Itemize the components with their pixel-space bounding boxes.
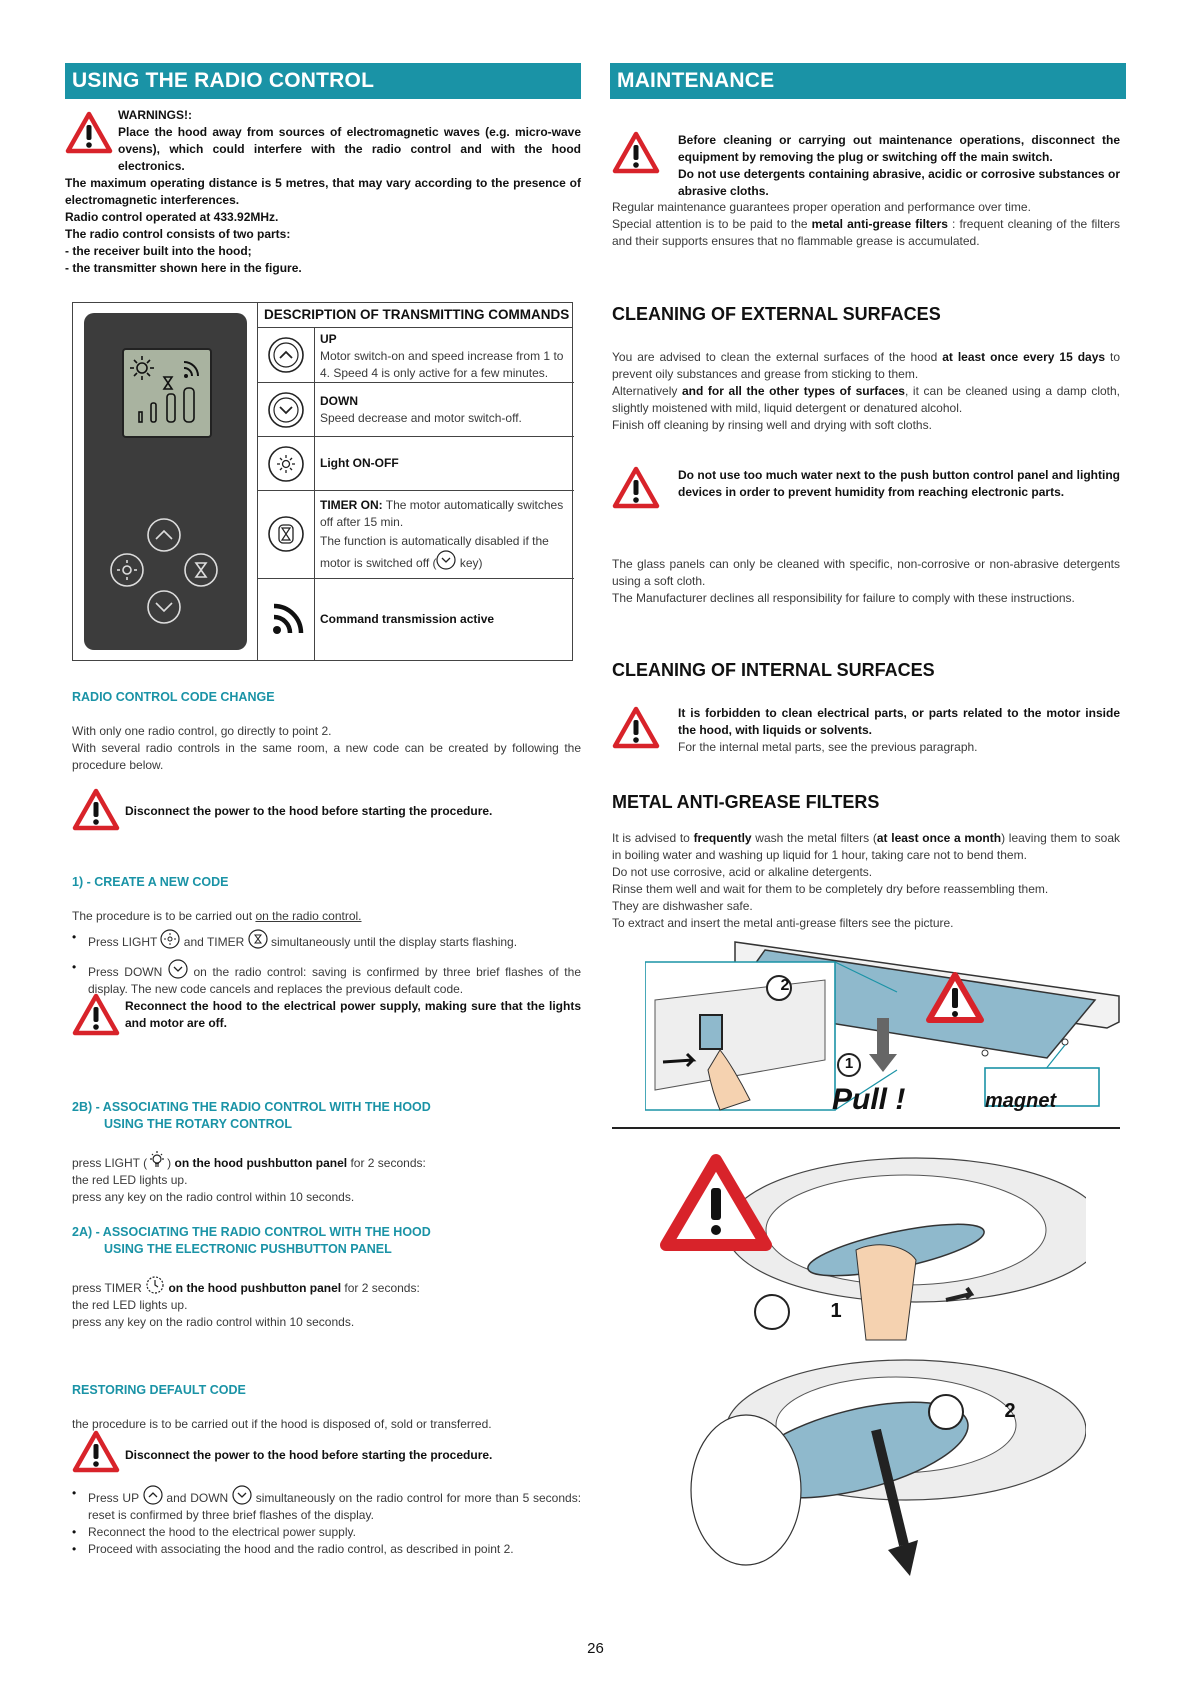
assoc-2b-section bbox=[72, 1099, 581, 1206]
restore-warning: Disconnect the power to the hood before starting the procedure. bbox=[125, 1448, 493, 1462]
restore-section bbox=[72, 1382, 581, 1433]
command-title: UP bbox=[320, 332, 337, 346]
figure-pull-label: Pull ! bbox=[832, 1083, 906, 1116]
code-change-warning: Disconnect the power to the hood before starting the procedure. bbox=[125, 804, 493, 818]
step-text: on the radio control: saving is confirmed by three brief flashes of the display. The new code cancels and replaces the previous default code. bbox=[88, 965, 581, 996]
external-text bbox=[612, 349, 1120, 434]
internal-heading: CLEANING OF INTERNAL SURFACES bbox=[612, 660, 935, 680]
commands-table bbox=[257, 302, 573, 661]
external-p1-rest: to prevent oily substances and grease from sticking to them. bbox=[612, 350, 1121, 381]
step-text: and TIMER bbox=[180, 935, 248, 949]
assoc-text: press TIMER bbox=[72, 1281, 146, 1295]
code-change-heading: RADIO CONTROL CODE CHANGE bbox=[72, 690, 275, 704]
code-change-p2: With several radio controls in the same room, a new code can be created by following the procedure below. bbox=[72, 741, 581, 772]
internal-warning-bold: It is forbidden to clean electrical parts, or parts related to the motor inside the hood, with liquids or solvents. bbox=[678, 706, 1120, 737]
step-text: Press LIGHT bbox=[88, 935, 161, 949]
light-icon bbox=[267, 445, 305, 483]
warning-line: Place the hood away from sources of electromagnetic waves (e.g. micro-wave ovens), which could interfere with the radio control and with the hood electronics. bbox=[118, 125, 581, 173]
warning-line: The maximum operating distance is 5 metres, that may vary according to the presence of electromagnetic interferences. bbox=[65, 176, 581, 207]
assoc-text: ) bbox=[167, 1156, 175, 1170]
command-desc: Speed decrease and motor switch-off. bbox=[320, 411, 522, 425]
filters-p1-bold: frequently bbox=[693, 831, 752, 845]
maintenance-warning bbox=[678, 132, 1120, 200]
maintenance-p2-rest: : frequent cleaning of the filters and their supports ensures that no flammable grease is accumulated. bbox=[612, 217, 1120, 248]
command-desc: The motor automatically switches off after 15 min. bbox=[320, 498, 564, 529]
command-desc: Motor switch-on and speed increase from 1 to 4. Speed 4 is only active for a few minutes. bbox=[320, 349, 564, 380]
external-p1: You are advised to clean the external surfaces of the hood bbox=[612, 350, 943, 364]
radio-control-banner: USING THE RADIO CONTROL bbox=[65, 63, 581, 99]
step-text: Press DOWN bbox=[88, 965, 168, 979]
external-p3: Finish off cleaning by rinsing well and drying with soft cloths. bbox=[612, 418, 932, 432]
create-code-step bbox=[72, 959, 581, 998]
warning-triangle-icon bbox=[612, 706, 660, 750]
command-row-light bbox=[258, 437, 574, 491]
hourglass-icon bbox=[267, 515, 305, 553]
assoc-2b-heading: 2B) - ASSOCIATING THE RADIO CONTROL WITH THE HOOD bbox=[72, 1100, 431, 1114]
step-text: simultaneously until the display starts flashing. bbox=[267, 935, 518, 949]
warnings-title: WARNINGS!: bbox=[118, 108, 192, 122]
chevron-up-icon bbox=[267, 336, 305, 374]
filters-p4: They are dishwasher safe. bbox=[612, 899, 753, 913]
maintenance-p1: Regular maintenance guarantees proper operation and performance over time. bbox=[612, 200, 1031, 214]
create-code-section bbox=[72, 874, 581, 998]
filters-p1-rest: ) leaving them to soak in boiling water and washing up liquid for 1 hour, taking care not to bend them. bbox=[612, 831, 1120, 862]
step-text: Press UP bbox=[88, 1491, 143, 1505]
wifi-signal-icon bbox=[270, 603, 304, 637]
restore-intro: the procedure is to be carried out if the hood is disposed of, sold or transferred. bbox=[72, 1417, 492, 1431]
assoc-text: press any key on the radio control within 10 seconds. bbox=[72, 1315, 355, 1329]
hourglass-icon bbox=[248, 929, 268, 949]
command-row-down bbox=[258, 383, 574, 437]
command-title: Light ON-OFF bbox=[320, 456, 399, 470]
warning-line: - the transmitter shown here in the figure. bbox=[65, 261, 302, 275]
warning-line: Radio control operated at 433.92MHz. bbox=[65, 210, 279, 224]
maintenance-intro bbox=[612, 199, 1120, 250]
figure-step-number: 1 bbox=[844, 1055, 854, 1072]
command-row-timer bbox=[258, 491, 574, 579]
filters-p1: It is advised to bbox=[612, 831, 694, 845]
command-desc-3: key) bbox=[456, 556, 483, 570]
figure-step-number: 2 bbox=[1004, 1400, 1016, 1422]
external-p4: The glass panels can only be cleaned with specific, non-corrosive or non-abrasive detergents using a soft cloth. bbox=[612, 557, 1120, 588]
filters-p2: Do not use corrosive, acid or alkaline detergents. bbox=[612, 865, 873, 879]
display-icons bbox=[124, 350, 210, 436]
restore-heading: RESTORING DEFAULT CODE bbox=[72, 1383, 246, 1397]
remote-transmitter bbox=[84, 313, 247, 650]
assoc-text: the red LED lights up. bbox=[72, 1173, 188, 1187]
filters-heading: METAL ANTI-GREASE FILTERS bbox=[612, 792, 880, 812]
assoc-text: the red LED lights up. bbox=[72, 1298, 188, 1312]
external-p1-bold: at least once every 15 days bbox=[942, 350, 1106, 364]
code-change-section bbox=[72, 689, 581, 774]
command-title: DOWN bbox=[320, 394, 358, 408]
restore-step bbox=[72, 1485, 581, 1524]
remote-display bbox=[122, 348, 212, 438]
figure-step-number: 1 bbox=[830, 1300, 842, 1322]
assoc-text: for 2 seconds: bbox=[347, 1156, 426, 1170]
warning-triangle-icon bbox=[72, 1430, 120, 1474]
light-icon bbox=[160, 929, 180, 949]
maintenance-p2: Special attention is to be paid to the bbox=[612, 217, 812, 231]
external-glass-text bbox=[612, 556, 1120, 607]
assoc-text-bold: on the hood pushbutton panel bbox=[174, 1156, 348, 1170]
chevron-down-icon bbox=[436, 550, 456, 570]
assoc-2a-section bbox=[72, 1224, 581, 1331]
warning-triangle-icon bbox=[72, 993, 120, 1037]
filters-p1-mid: wash the metal filters ( bbox=[751, 831, 877, 845]
assoc-text: for 2 seconds: bbox=[341, 1281, 420, 1295]
external-p5: The Manufacturer declines all responsibility for failure to comply with these instructions. bbox=[612, 591, 1075, 605]
filters-p1-bold2: at least once a month bbox=[876, 831, 1002, 845]
maintenance-warning-line: Before cleaning or carrying out maintenance operations, disconnect the equipment by removing the plug or switching off the main switch. bbox=[678, 133, 1120, 164]
step-text: simultaneously on the radio control for more than 5 seconds: reset is confirmed by three brief flashes of the display. bbox=[88, 1491, 582, 1522]
external-p2-bold: and for all the other types of surfaces bbox=[681, 384, 905, 398]
create-code-heading: 1) - CREATE A NEW CODE bbox=[72, 875, 229, 889]
clock-icon bbox=[145, 1275, 165, 1295]
left-column bbox=[65, 63, 581, 277]
bulb-icon bbox=[147, 1150, 167, 1170]
create-code-intro: The procedure is to be carried out bbox=[72, 909, 256, 923]
warning-triangle-icon bbox=[612, 466, 660, 510]
external-p2-rest: , it can be cleaned using a damp cloth, slightly moistened with mild, liquid detergent or denatured alcohol. bbox=[612, 384, 1120, 415]
filters-text bbox=[612, 830, 1120, 932]
maintenance-p2-bold: metal anti-grease filters bbox=[811, 217, 948, 231]
warning-line: - the receiver built into the hood; bbox=[65, 244, 252, 258]
assoc-text-bold: on the hood pushbutton panel bbox=[165, 1281, 342, 1295]
command-row-transmit bbox=[258, 579, 574, 661]
create-code-warning: Reconnect the hood to the electrical power supply, making sure that the lights and motor are off. bbox=[125, 999, 581, 1030]
create-code-intro-underlined: on the radio control. bbox=[255, 909, 362, 923]
command-desc-2: The function is automatically disabled if the motor is switched off ( bbox=[320, 534, 549, 570]
step-text: and DOWN bbox=[162, 1491, 232, 1505]
right-column bbox=[610, 63, 1126, 99]
restore-step: • Reconnect the hood to the electrical power supply. bbox=[72, 1524, 581, 1541]
maintenance-warning-line: Do not use detergents containing abrasive, acidic or corrosive substances or abrasive cloths. bbox=[678, 167, 1120, 198]
external-p2: Alternatively bbox=[612, 384, 682, 398]
chevron-up-icon bbox=[143, 1485, 163, 1505]
filters-p5: To extract and insert the metal anti-grease filters see the picture. bbox=[612, 916, 954, 930]
create-code-step bbox=[72, 929, 581, 951]
assoc-2a-subheading: USING THE ELECTRONIC PUSHBUTTON PANEL bbox=[104, 1242, 392, 1256]
figure-divider bbox=[612, 1127, 1120, 1129]
assoc-text: press LIGHT ( bbox=[72, 1156, 148, 1170]
chevron-down-icon bbox=[267, 391, 305, 429]
page-number: 26 bbox=[587, 1640, 604, 1657]
chevron-down-icon bbox=[168, 959, 188, 979]
command-title: Command transmission active bbox=[320, 612, 495, 626]
assoc-2b-subheading: USING THE ROTARY CONTROL bbox=[104, 1117, 292, 1131]
figure-magnet-label: magnet bbox=[985, 1090, 1057, 1112]
remote-buttons bbox=[109, 518, 219, 628]
assoc-2a-heading: 2A) - ASSOCIATING THE RADIO CONTROL WITH THE HOOD bbox=[72, 1225, 431, 1239]
maintenance-banner: MAINTENANCE bbox=[610, 63, 1126, 99]
figure-step-number: 2 bbox=[780, 977, 790, 994]
code-change-p1: With only one radio control, go directly to point 2. bbox=[72, 724, 332, 738]
filters-p3: Rinse them well and wait for them to be completely dry before reassembling them. bbox=[612, 882, 1049, 896]
round-filter-figure bbox=[656, 1150, 1086, 1580]
commands-table-header: DESCRIPTION OF TRANSMITTING COMMANDS bbox=[257, 302, 573, 328]
assoc-text: press any key on the radio control within 10 seconds. bbox=[72, 1190, 355, 1204]
warnings-block bbox=[65, 107, 581, 277]
warning-triangle-icon bbox=[612, 131, 660, 175]
command-title: TIMER ON: bbox=[320, 498, 383, 512]
warning-triangle-icon bbox=[72, 788, 120, 832]
restore-step: • Proceed with associating the hood and the radio control, as described in point 2. bbox=[72, 1541, 581, 1558]
chevron-down-icon bbox=[232, 1485, 252, 1505]
internal-warning bbox=[678, 705, 1120, 756]
internal-warning-rest: For the internal metal parts, see the previous paragraph. bbox=[678, 740, 978, 754]
command-row-up bbox=[258, 328, 574, 383]
external-warning: Do not use too much water next to the push button control panel and lighting devices in order to prevent humidity from reaching electronic parts. bbox=[678, 468, 1120, 499]
external-heading: CLEANING OF EXTERNAL SURFACES bbox=[612, 304, 941, 324]
warning-line: The radio control consists of two parts: bbox=[65, 227, 291, 241]
